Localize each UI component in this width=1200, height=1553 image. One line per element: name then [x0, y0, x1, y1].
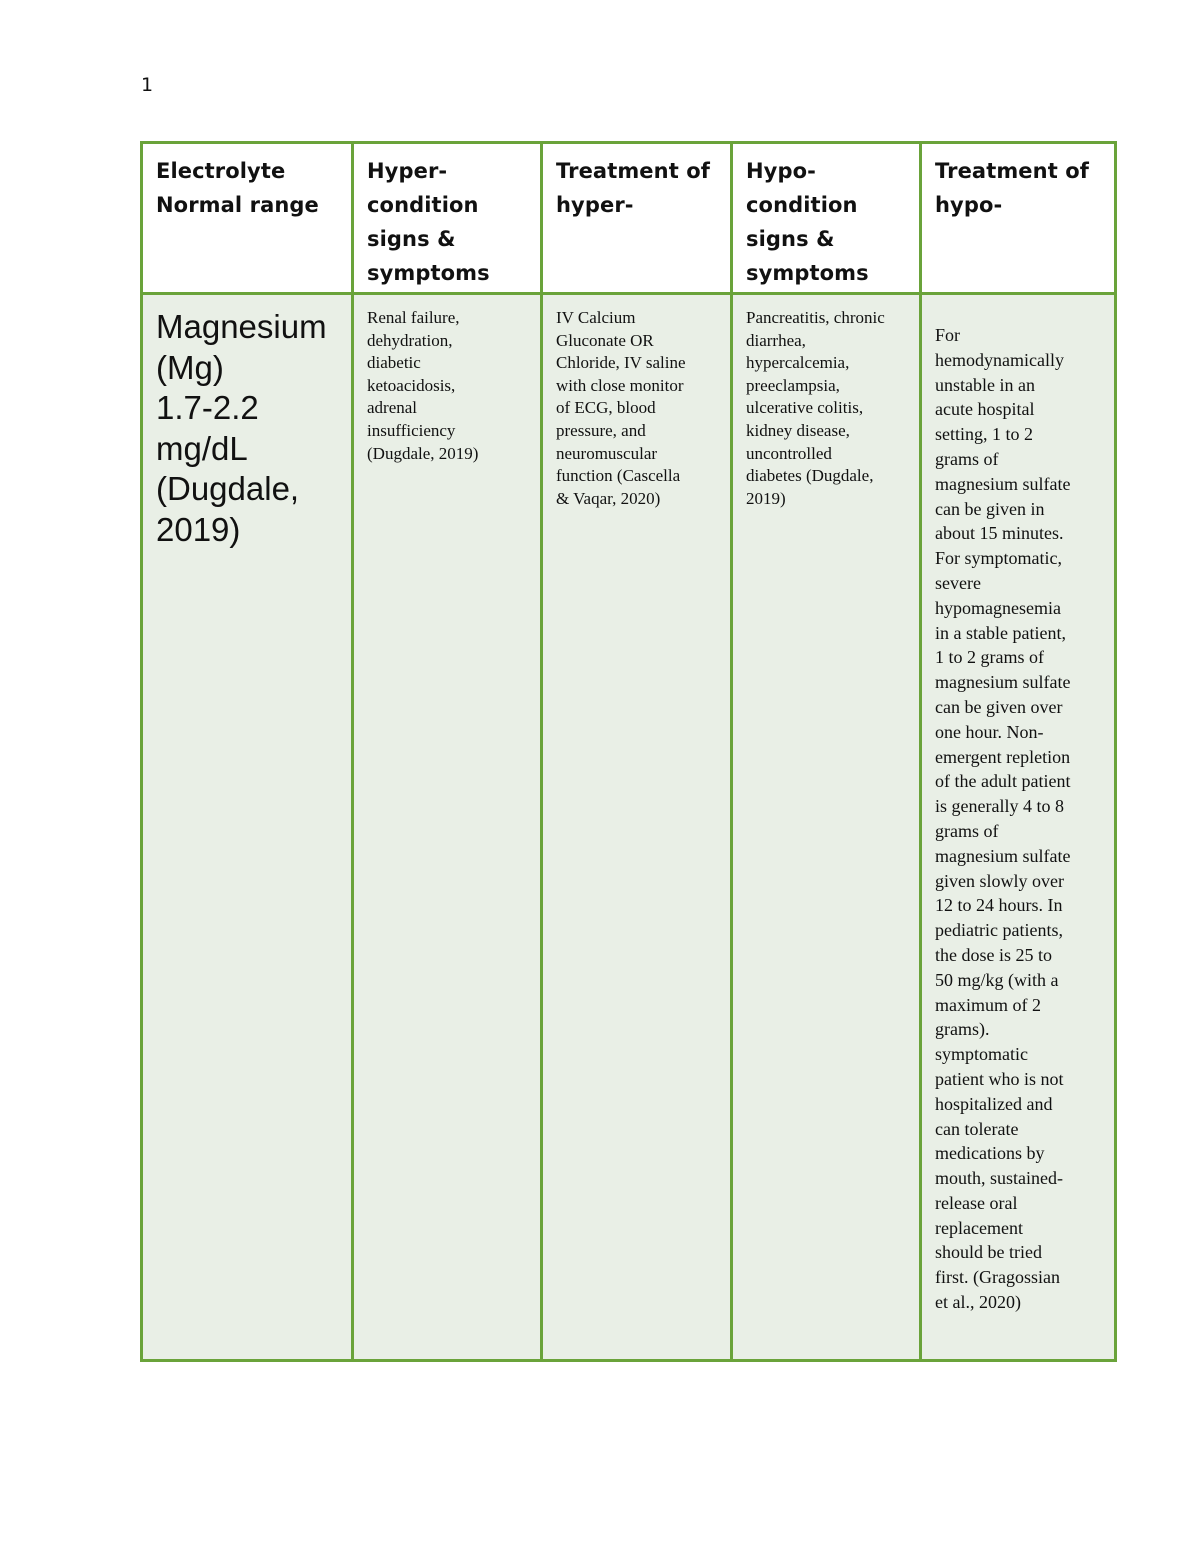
header-hypo-signs: Hypo- condition signs & symptoms: [732, 143, 921, 294]
page-number: 1: [141, 74, 154, 96]
header-electrolyte: Electrolyte Normal range: [142, 143, 353, 294]
header-hyper-treatment: Treatment of hyper-: [542, 143, 732, 294]
table-header-row: [142, 143, 1116, 294]
table-row: [142, 294, 1116, 1361]
header-hypo-treatment: Treatment of hypo-: [921, 143, 1116, 294]
electrolyte-table: [140, 141, 1117, 1362]
cell-hyper-treatment: IV Calcium Gluconate OR Chloride, IV saline with close monitor of ECG, blood pressure, and neuromuscular function (Cascella & Vaqar, 2020): [542, 294, 732, 1361]
cell-electrolyte: Magnesium (Mg) 1.7-2.2 mg/dL (Dugdale, 2019): [142, 294, 353, 1361]
cell-hypo-treatment: For hemodynamically unstable in an acute hospital setting, 1 to 2 grams of magnesium sulfate can be given in about 15 minutes. For symptomatic, severe hypomagnesemia in a stable patient, 1 to 2 grams of magnesium sulfate can be given over one hour. Non- emergent repletion of the adult patient is generally 4 to 8 grams of magnesium sulfate given slowly over 12 to 24 hours. In pediatric patients, the dose is 25 to 50 mg/kg (with a maximum of 2 grams). symptomatic patient who is not hospitalized and can tolerate medications by mouth, sustained- release oral replacement should be tried first. (Gragossian et al., 2020): [921, 294, 1116, 1361]
header-hyper-signs: Hyper- condition signs & symptoms: [353, 143, 542, 294]
cell-hypo-signs: Pancreatitis, chronic diarrhea, hypercalcemia, preeclampsia, ulcerative colitis, kidney disease, uncontrolled diabetes (Dugdale, 2019): [732, 294, 921, 1361]
cell-hyper-signs: Renal failure, dehydration, diabetic ketoacidosis, adrenal insufficiency (Dugdale, 2019): [353, 294, 542, 1361]
